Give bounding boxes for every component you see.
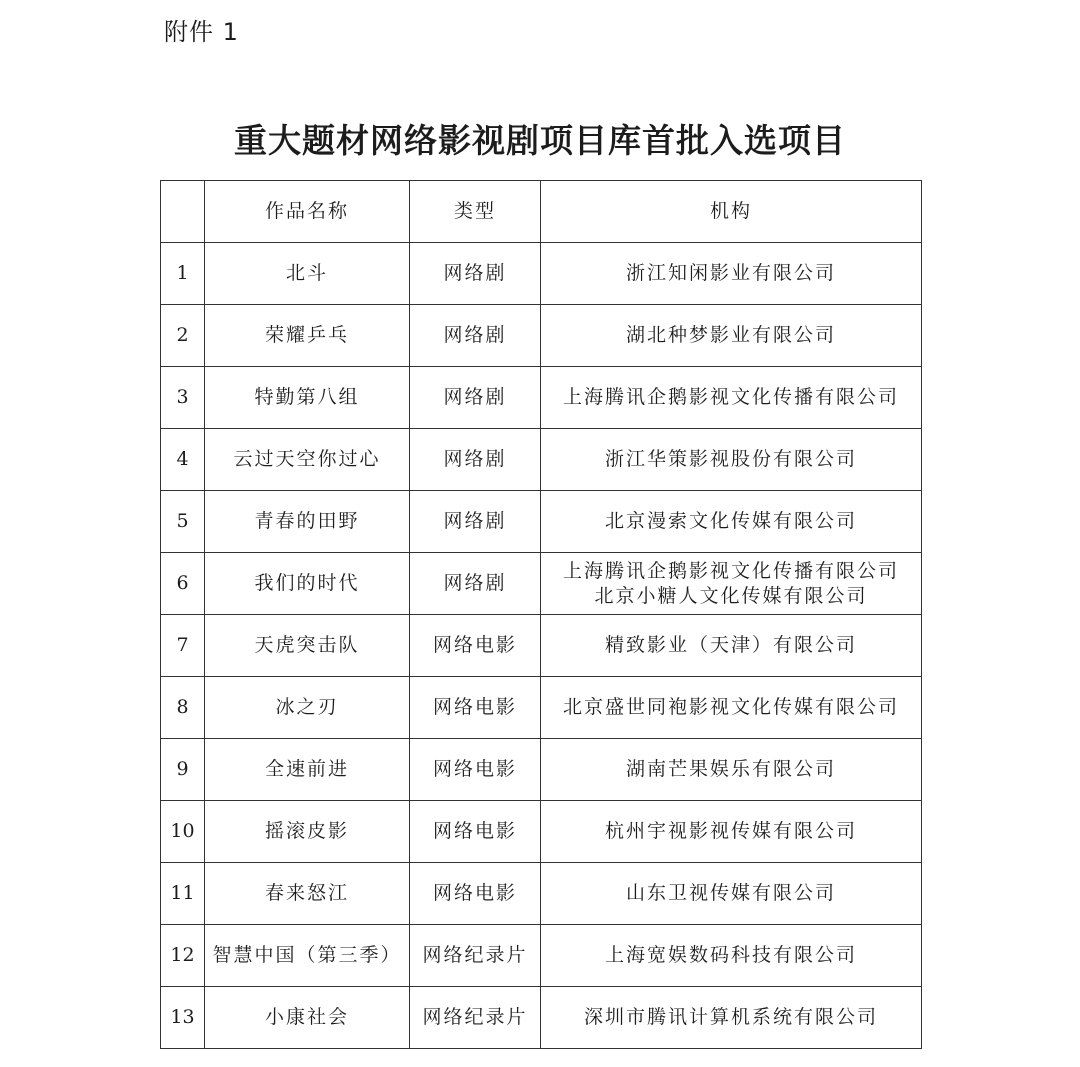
organization-name: 上海腾讯企鹅影视文化传播有限公司 bbox=[562, 386, 899, 408]
organization-name: 上海宽娱数码科技有限公司 bbox=[604, 944, 857, 966]
organization-name: 上海腾讯企鹅影视文化传播有限公司 bbox=[562, 559, 899, 582]
table-header-row bbox=[161, 181, 922, 243]
table-row bbox=[161, 801, 922, 863]
table-row bbox=[161, 429, 922, 491]
project-name: 全速前进 bbox=[205, 739, 410, 801]
organization-cell bbox=[541, 367, 922, 429]
project-type: 网络电影 bbox=[410, 615, 541, 677]
organization-cell bbox=[541, 925, 922, 987]
header-cell-type: 类型 bbox=[410, 181, 541, 243]
project-type: 网络剧 bbox=[410, 243, 541, 305]
organization-cell bbox=[541, 863, 922, 925]
row-number: 9 bbox=[161, 739, 205, 801]
project-name: 青春的田野 bbox=[205, 491, 410, 553]
project-name: 荣耀乒乓 bbox=[205, 305, 410, 367]
row-number: 3 bbox=[161, 367, 205, 429]
project-type: 网络电影 bbox=[410, 801, 541, 863]
row-number: 12 bbox=[161, 925, 205, 987]
organization-cell bbox=[541, 987, 922, 1049]
project-type: 网络纪录片 bbox=[410, 925, 541, 987]
organization-name: 湖南芒果娱乐有限公司 bbox=[625, 758, 836, 780]
project-name: 摇滚皮影 bbox=[205, 801, 410, 863]
row-number: 7 bbox=[161, 615, 205, 677]
table-row bbox=[161, 863, 922, 925]
organization-cell bbox=[541, 305, 922, 367]
header-cell-title: 作品名称 bbox=[205, 181, 410, 243]
table-row bbox=[161, 677, 922, 739]
header-cell-organization: 机构 bbox=[541, 181, 922, 243]
row-number: 13 bbox=[161, 987, 205, 1049]
organization-name: 浙江华策影视股份有限公司 bbox=[604, 448, 857, 470]
table-row bbox=[161, 367, 922, 429]
organization-cell bbox=[541, 243, 922, 305]
project-type: 网络剧 bbox=[410, 367, 541, 429]
table-body bbox=[161, 243, 922, 1049]
project-table bbox=[160, 180, 922, 1049]
row-number: 10 bbox=[161, 801, 205, 863]
organization-name: 杭州宇视影视传媒有限公司 bbox=[604, 820, 857, 842]
row-number: 1 bbox=[161, 243, 205, 305]
organization-cell bbox=[541, 739, 922, 801]
row-number: 11 bbox=[161, 863, 205, 925]
row-number: 2 bbox=[161, 305, 205, 367]
project-type: 网络纪录片 bbox=[410, 987, 541, 1049]
row-number: 6 bbox=[161, 553, 205, 615]
organization-name: 湖北种梦影业有限公司 bbox=[625, 324, 836, 346]
row-number: 4 bbox=[161, 429, 205, 491]
organization-name: 精致影业（天津）有限公司 bbox=[604, 634, 857, 656]
organization-name: 北京盛世同袍影视文化传媒有限公司 bbox=[562, 696, 899, 718]
organization-name: 北京小糖人文化传媒有限公司 bbox=[594, 584, 868, 607]
document-title: 重大题材网络影视剧项目库首批入选项目 bbox=[234, 121, 846, 160]
project-type: 网络剧 bbox=[410, 305, 541, 367]
organization-name: 浙江知闲影业有限公司 bbox=[625, 262, 836, 284]
organization-cell bbox=[541, 615, 922, 677]
project-name: 春来怒江 bbox=[205, 863, 410, 925]
project-name: 我们的时代 bbox=[205, 553, 410, 615]
project-type: 网络剧 bbox=[410, 491, 541, 553]
table-row bbox=[161, 243, 922, 305]
table-row bbox=[161, 615, 922, 677]
project-name: 智慧中国（第三季） bbox=[205, 925, 410, 987]
project-type: 网络电影 bbox=[410, 739, 541, 801]
table-header bbox=[161, 181, 922, 243]
project-type: 网络电影 bbox=[410, 677, 541, 739]
project-name: 云过天空你过心 bbox=[205, 429, 410, 491]
project-name: 特勤第八组 bbox=[205, 367, 410, 429]
project-type: 网络电影 bbox=[410, 863, 541, 925]
table-row bbox=[161, 739, 922, 801]
organization-name: 山东卫视传媒有限公司 bbox=[625, 882, 836, 904]
project-name: 北斗 bbox=[205, 243, 410, 305]
table-row bbox=[161, 987, 922, 1049]
project-type: 网络剧 bbox=[410, 553, 541, 615]
organization-cell bbox=[541, 677, 922, 739]
project-name: 冰之刃 bbox=[205, 677, 410, 739]
row-number: 5 bbox=[161, 491, 205, 553]
organization-cell bbox=[541, 491, 922, 553]
table-row bbox=[161, 491, 922, 553]
organization-cell bbox=[541, 801, 922, 863]
organization-cell bbox=[541, 553, 922, 615]
table-row bbox=[161, 925, 922, 987]
attachment-label: 附件 1 bbox=[164, 18, 239, 46]
project-name: 小康社会 bbox=[205, 987, 410, 1049]
project-type: 网络剧 bbox=[410, 429, 541, 491]
row-number: 8 bbox=[161, 677, 205, 739]
header-cell-index bbox=[161, 181, 205, 243]
project-name: 天虎突击队 bbox=[205, 615, 410, 677]
organization-name: 深圳市腾讯计算机系统有限公司 bbox=[583, 1006, 878, 1028]
organization-cell bbox=[541, 429, 922, 491]
organization-name: 北京漫索文化传媒有限公司 bbox=[604, 510, 857, 532]
table-row bbox=[161, 553, 922, 615]
table-row bbox=[161, 305, 922, 367]
